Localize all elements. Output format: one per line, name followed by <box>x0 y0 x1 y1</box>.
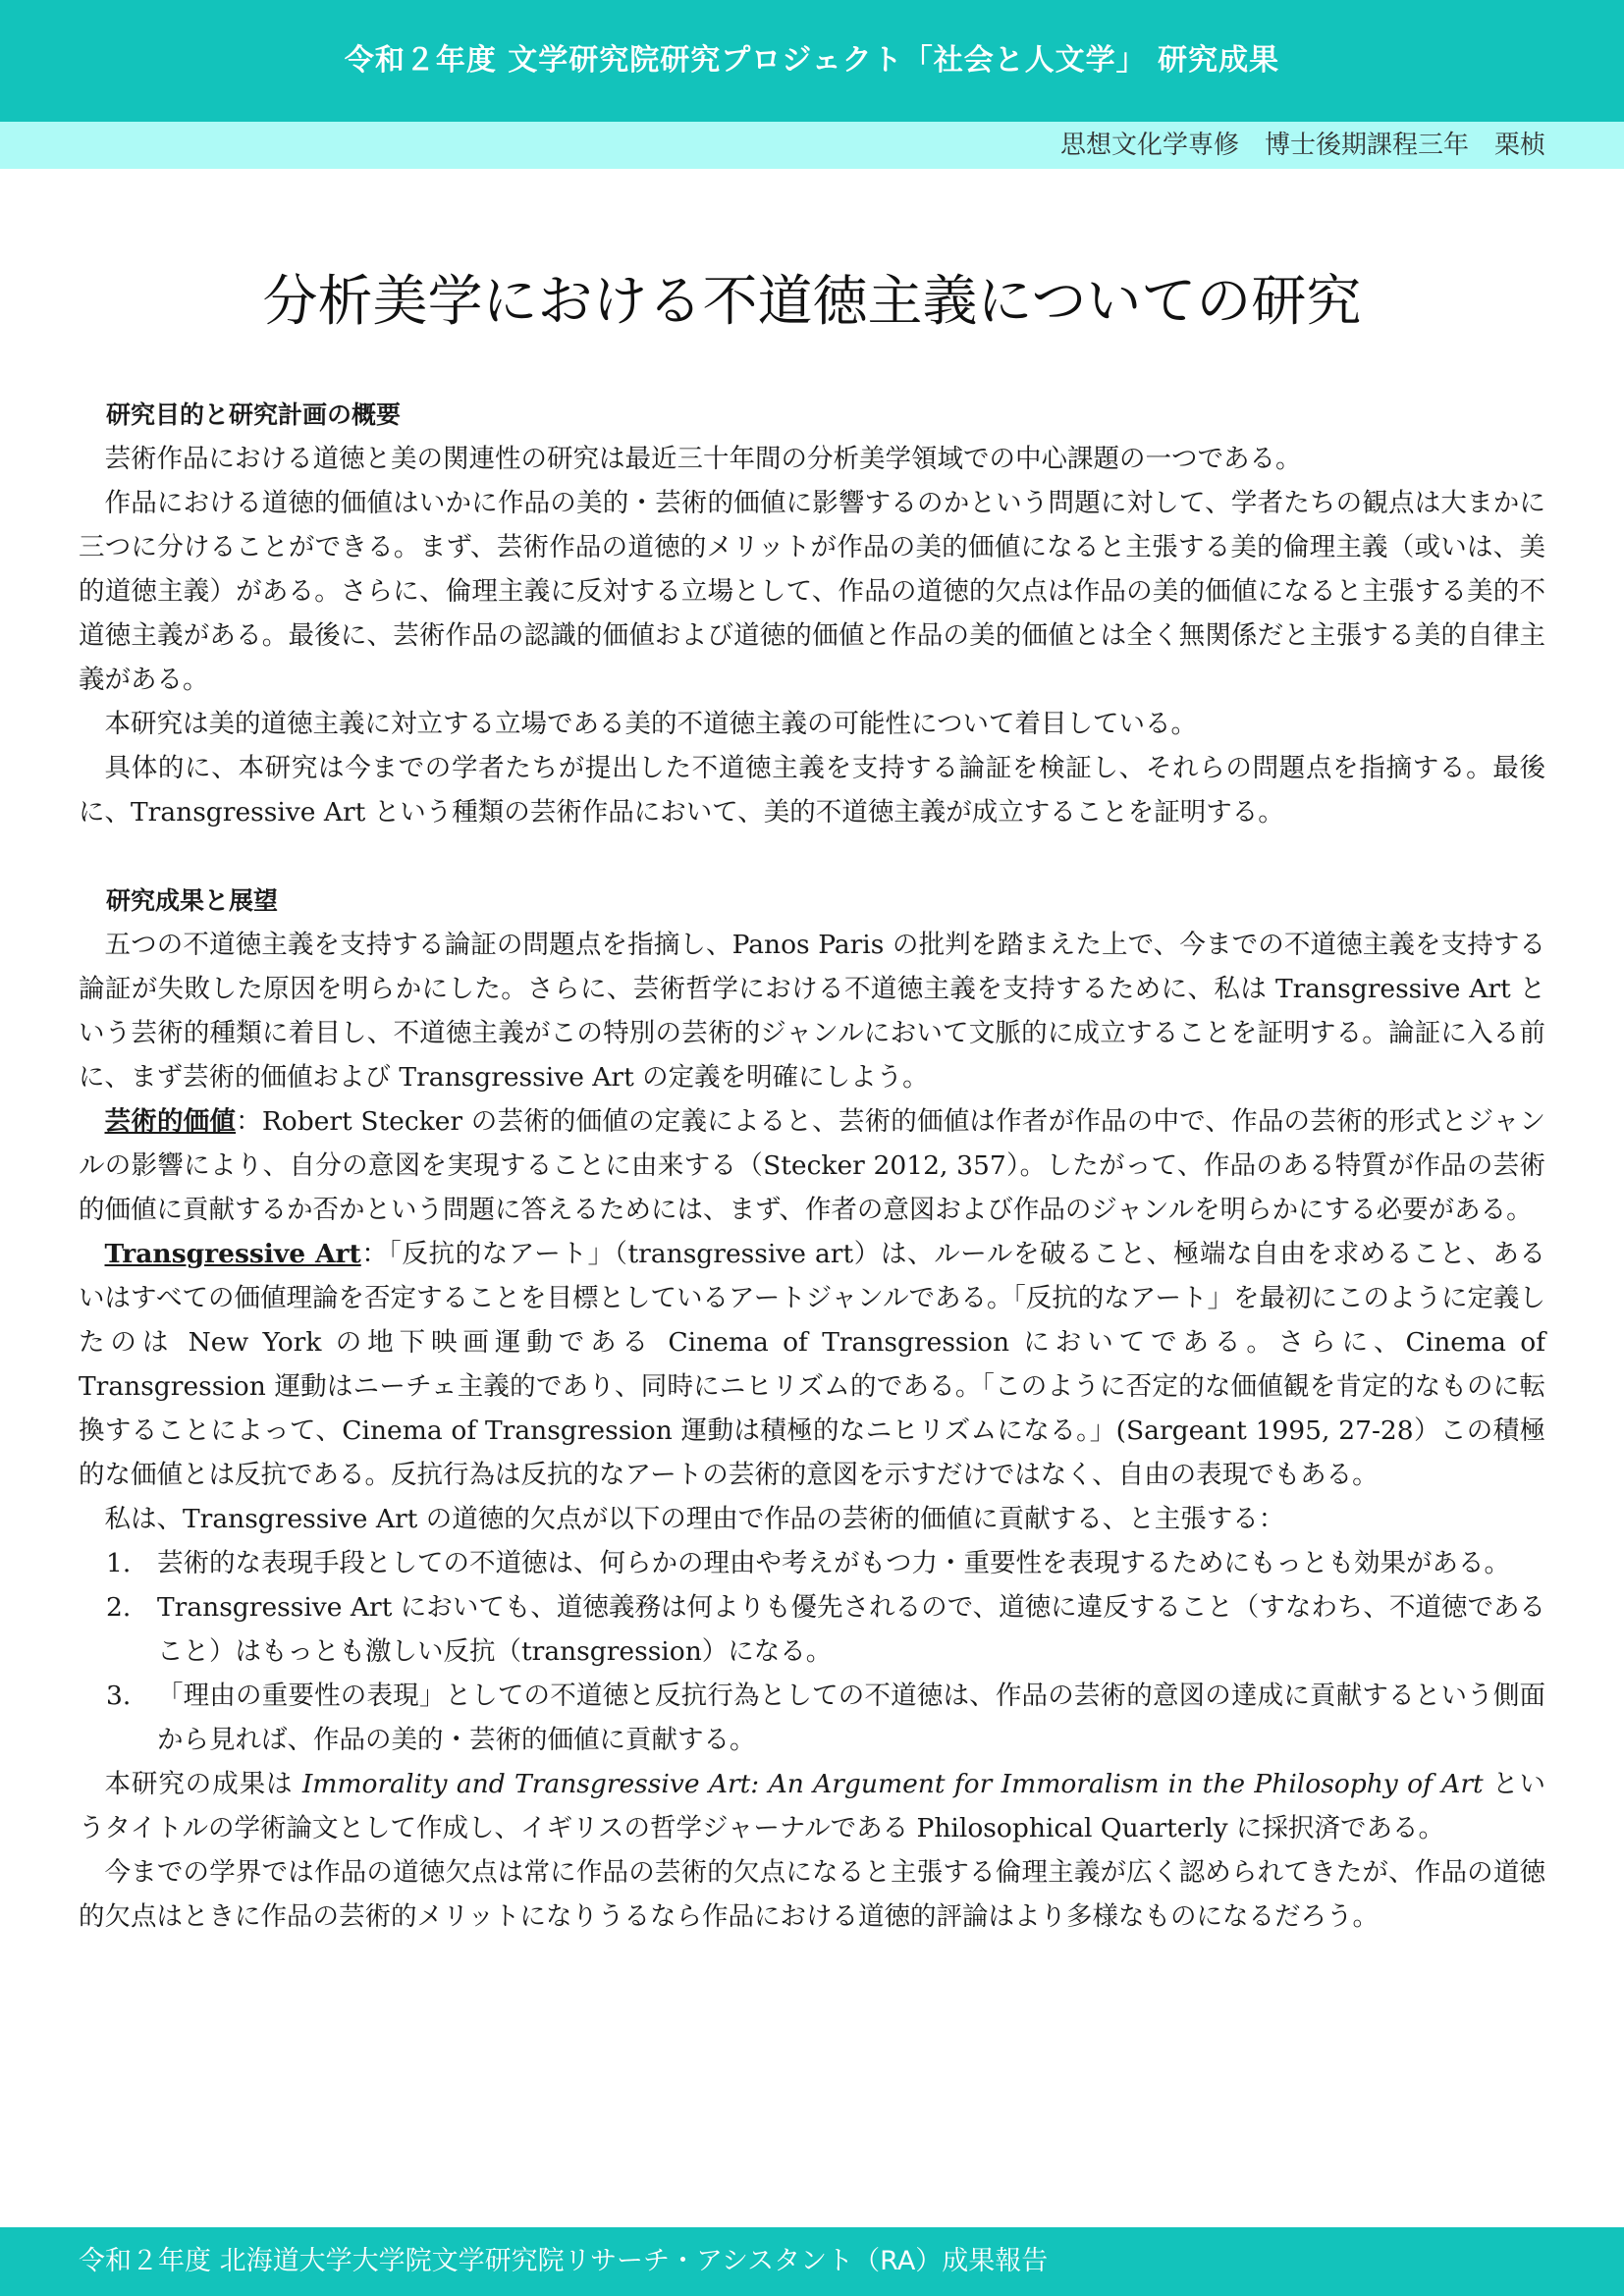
page-title: 分析美学における不道徳主義についての研究 <box>262 270 1362 334</box>
header-title: 令和２年度 文学研究院研究プロジェクト「社会と人文学」 研究成果 <box>344 43 1280 78</box>
paragraph: 五つの不道徳主義を支持する論証の問題点を指摘し、Panos Paris の批判を踏まえた上で、今までの不道徳主義を支持する論証が失敗した原因を明らかにした。さらに、芸術哲学における不道徳主義を支持するために、私は Transgressive Art という芸術的種類に着目し、不道徳主義がこの特別の芸術的ジャンルにおいて文脈的に成立することを証明する。論証に入る前に、まず芸術的価値および Transgressive Art の定義を明確にしよう。 <box>79 930 1545 1093</box>
footer-bar <box>0 2227 1624 2296</box>
list-number: 1. <box>106 1548 132 1578</box>
list-item-text: 「理由の重要性の表現」としての不道徳と反抗行為としての不道徳は、作品の芸術的意図の達成に貢献するという側面から見れば、作品の美的・芸術的価値に貢献する。 <box>157 1681 1545 1755</box>
paper-title: Immorality and Transgressive Art: An Argument for Immoralism in the Philosophy of Art <box>301 1769 1484 1799</box>
header-bar <box>0 0 1624 122</box>
list-item <box>79 1541 1545 1585</box>
definition-text: ：「反抗的なアート」（transgressive art）は、ルールを破ること、極端な自由を求めること、あるいはすべての価値理論を否定することを目標としているアートジャンルである。「反抗的なアート」を最初にこのように定義したのは New York の地下映画運動である Cinema of Transgression においてである。さらに、Cinema of Transgression 運動はニーチェ主義的であり、同時にニヒリズム的である。「このように否定的な価値観を肯定的なものに転換することによって、Cinema of Transgression 運動は積極的なニヒリズムになる。」(Sargeant 1995, 27-28）この積極的な価値とは反抗である。反抗行為は反抗的なアートの芸術的意図を示すだけではなく、自由の表現でもある。 <box>79 1239 1545 1490</box>
paragraph: 本研究は美的道徳主義に対立する立場である美的不道徳主義の可能性について着目している。 <box>104 709 1197 739</box>
term-artistic-value: 芸術的価値 <box>104 1106 237 1137</box>
list-item-text: Transgressive Art においても、道徳義務は何よりも優先されるので、道徳に違反すること（すなわち、不道徳であること）はもっとも激しい反抗（transgression）になる。 <box>157 1592 1545 1667</box>
list-item <box>79 1585 1545 1674</box>
definition-artistic-value <box>79 1099 1545 1232</box>
list-item <box>79 1674 1545 1762</box>
author-line: 思想文化学専修 博士後期課程三年 栗桢 <box>1059 131 1545 160</box>
result-paragraph <box>79 1762 1545 1850</box>
section-heading-results: 研究成果と展望 <box>106 886 279 915</box>
term-transgressive-art: Transgressive Art <box>104 1239 361 1269</box>
definition-text: ：Robert Stecker の芸術的価値の定義によると、芸術的価値は作者が作品の中で、作品の芸術的形式とジャンルの影響により、自分の意図を実現することに由来する（Stecker 2012, 357）。したがって、作品のある特質が作品の芸術的価値に貢献するか否かという問題に答えるためには、まず、作者の意図および作品のジャンルを明らかにする必要がある。 <box>79 1106 1545 1225</box>
result-text: 本研究の成果は <box>104 1769 302 1799</box>
claims-list <box>79 1541 1545 1762</box>
section-gap <box>79 834 1545 879</box>
section-heading-purpose: 研究目的と研究計画の概要 <box>106 400 402 429</box>
footer-text: 令和２年度 北海道大学大学院文学研究院リサーチ・アシスタント（RA）成果報告 <box>79 2246 1049 2276</box>
paragraph: 私は、Transgressive Art の道徳的欠点が以下の理由で作品の芸術的価値に貢献する、と主張する： <box>104 1504 1285 1534</box>
list-number: 3. <box>106 1681 132 1711</box>
author-bar <box>0 122 1624 169</box>
paragraph: 芸術作品における道徳と美の関連性の研究は最近三十年間の分析美学領域での中心課題の一つである。 <box>104 444 1302 474</box>
list-number: 2. <box>106 1592 132 1623</box>
main-content <box>79 393 1545 1939</box>
paragraph: 今までの学界では作品の道徳欠点は常に作品の芸術的欠点になると主張する倫理主義が広く認められてきたが、作品の道徳的欠点はときに作品の芸術的メリットになりうるなら作品における道徳的評論はより多様なものになるだろう。 <box>79 1857 1545 1932</box>
list-item-text: 芸術的な表現手段としての不道徳は、何らかの理由や考えがもつ力・重要性を表現するためにもっとも効果がある。 <box>157 1548 1510 1578</box>
paragraph: 具体的に、本研究は今までの学者たちが提出した不道徳主義を支持する論証を検証し、それらの問題点を指摘する。最後に、Transgressive Art という種類の芸術作品において、美的不道徳主義が成立することを証明する。 <box>79 753 1545 828</box>
result-text: というタイトルの学術論文として作成し、イギリスの哲学ジャーナルである Philosophical Quarterly に採択済である。 <box>79 1769 1545 1843</box>
definition-transgressive-art <box>79 1232 1545 1497</box>
paragraph: 作品における道徳的価値はいかに作品の美的・芸術的価値に影響するのかという問題に対して、学者たちの観点は大まかに三つに分けることができる。まず、芸術作品の道徳的メリットが作品の美的価値になると主張する美的倫理主義（或いは、美的道徳主義）がある。さらに、倫理主義に反対する立場として、作品の道徳的欠点は作品の美的価値になると主張する美的不道徳主義がある。最後に、芸術作品の認識的価値および道徳的価値と作品の美的価値とは全く無関係だと主張する美的自律主義がある。 <box>79 488 1545 695</box>
